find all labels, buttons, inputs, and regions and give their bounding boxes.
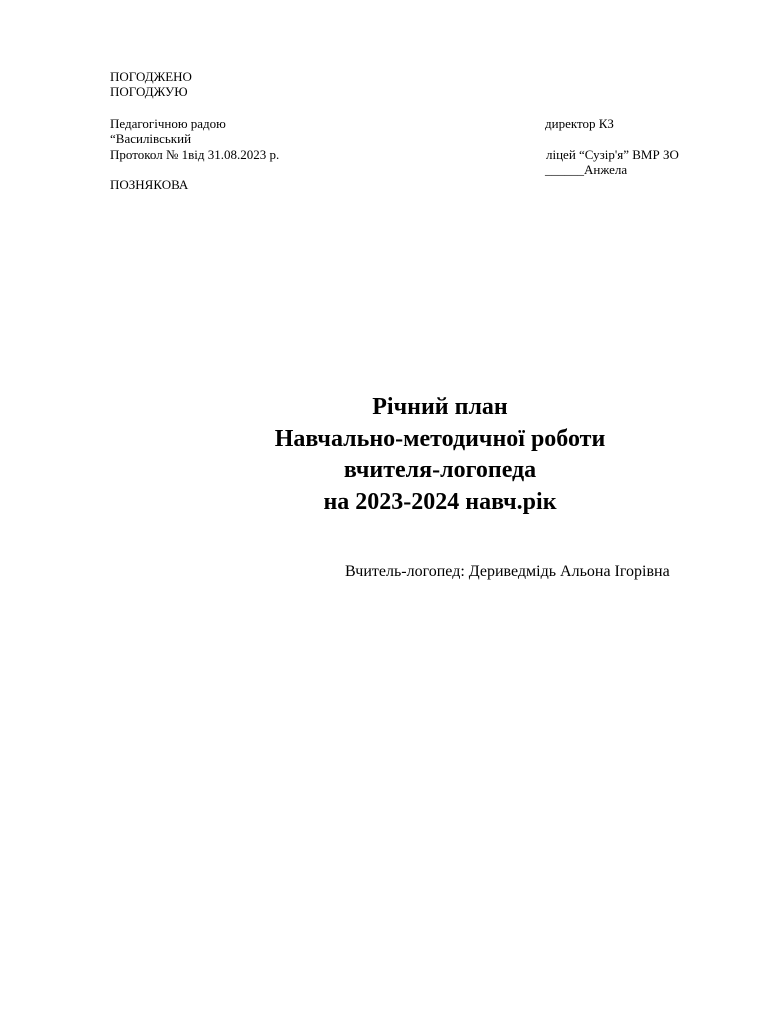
lyceum-label: ліцей “Сузір'я” ВМР ЗО (546, 147, 679, 162)
surname-label: ПОЗНЯКОВА (110, 177, 189, 192)
title-line-3: вчителя-логопеда (343, 457, 537, 483)
document-title (220, 392, 660, 518)
author-line: Вчитель-логопед: Дериведмідь Альона Ігорівна (345, 563, 670, 580)
title-line-2: Навчально-методичної роботи (274, 425, 606, 452)
title-line-4: на 2023-2024 навч.рік (323, 488, 557, 515)
council-label: Педагогічною радою (110, 116, 226, 131)
agree-label: ПОГОДЖУЮ (110, 84, 188, 99)
school-name-label: “Василівський (110, 131, 192, 146)
title-line-1: Річний план (372, 394, 508, 420)
protocol-label: Протокол № 1від 31.08.2023 р. (110, 147, 280, 162)
director-label: директор КЗ (545, 116, 614, 131)
signature-line: ______Анжела (545, 162, 628, 177)
approved-label: ПОГОДЖЕНО (110, 69, 192, 84)
